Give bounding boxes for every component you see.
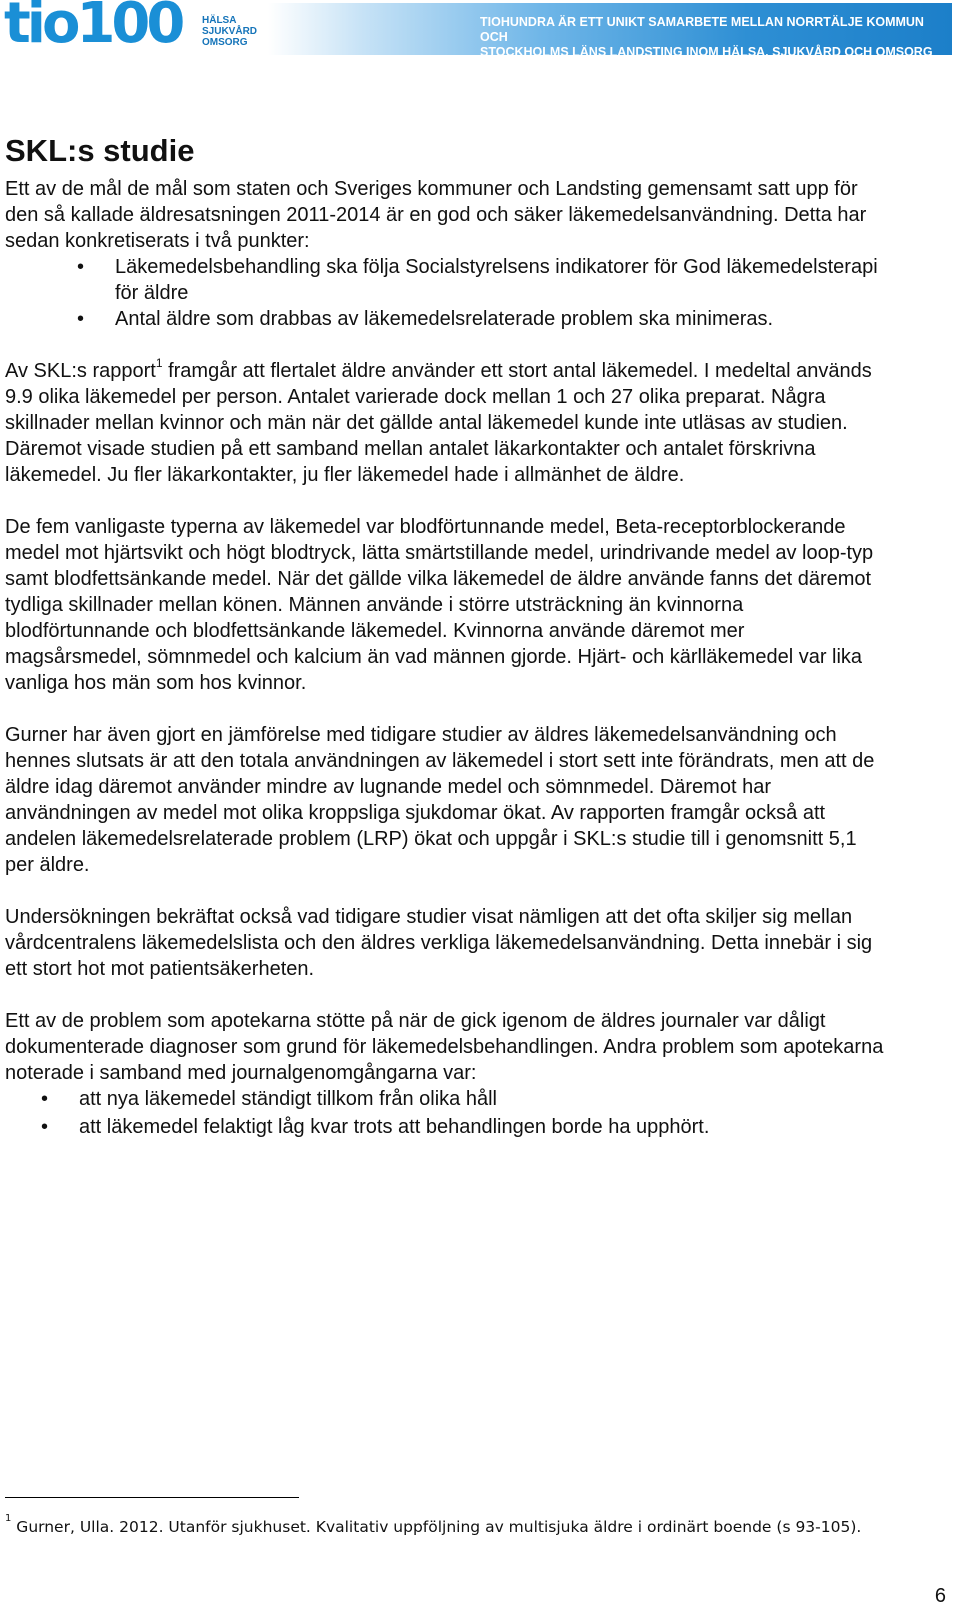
tiohundra-logo <box>2 2 270 56</box>
banner-line: TIOHUNDRA ÄR ETT UNIKT SAMARBETE MELLAN NORRTÄLJE KOMMUN OCH <box>480 15 924 44</box>
logo-sub-line: SJUKVÅRD <box>202 26 258 37</box>
footnote-separator <box>5 1497 299 1498</box>
logo-subtitle <box>202 15 257 48</box>
paragraph: De fem vanligaste typerna av läkemedel var blodförtunnande medel, Beta-receptorblockerande medel mot hjärtsvikt och högt blodtryck, lätta smärtstillande medel, urindrivande medel av loop-typ samt blodfettsänkande medel. När det gällde vilka läkemedel de äldre använde fanns det däremot tydliga skillnader mellan könen. Männen använde i större utsträckning än kvinnorna blodförtunnande och blodfettsänkande läkemedel. Kvinnorna använde däremot mer magsårsmedel, sömnmedel och kalcium än vad männen gjorde. Hjärt- och kärlläkemedel var lika vanliga hos män som hos kvinnor. <box>5 516 874 694</box>
paragraph: Gurner har även gjort en jämförelse med tidigare studier av äldres läkemedelsanvändning och hennes slutsats är att den totala användningen av läkemedel i stort sett inte förändrats, men att de äldre idag däremot använder mindre av lugnande medel och sömnmedel. Däremot har användningen av medel mot olika kroppsliga sjukdomar ökat. Av rapporten framgår också att andelen läkemedelsrelaterade problem (LRP) ökat och uppgår i SKL:s studie till i genomsnitt 5,1 per äldre. <box>5 724 875 876</box>
intro-paragraph: Ett av de mål de mål som staten och Sveriges kommuner och Landsting gemensamt satt upp för den så kallade äldresatsningen 2011-2014 är en god och säker läkemedelsanvändning. Detta har sedan konkretiserats i två punkter: <box>5 178 867 252</box>
logo-sub-line: HÄLSA <box>202 15 237 26</box>
goal-list <box>5 254 885 332</box>
banner-line: STOCKHOLMS LÄNS LANDSTING INOM HÄLSA, SJUKVÅRD OCH OMSORG <box>480 45 933 59</box>
logo-sub-line: OMSORG <box>202 37 248 48</box>
list-item: • att nya läkemedel ständigt tillkom från olika håll <box>5 1086 885 1112</box>
paragraph-text: framgår att flertalet äldre använder ett stort antal läkemedel. I medeltal används 9.9 olika läkemedel per person. Antalet varierade dock mellan 1 och 27 olika preparat. Några skillnader mellan kvinnor och män när det gällde antal läkemedel kunde inte utläsas av studien. Däremot visade studien på ett samband mellan antalet läkarkontakter och antalet förskrivna läkemedel. Ju fler läkarkontakter, ju fler läkemedel hade i allmänhet de äldre. <box>5 360 872 486</box>
footnote <box>5 1512 862 1537</box>
paragraph: Undersökningen bekräftat också vad tidigare studier visat nämligen att det ofta skiljer sig mellan vårdcentralens läkemedelslista och den äldres verkliga läkemedelsanvändning. Detta innebär i sig ett stort hot mot patientsäkerheten. <box>5 906 873 980</box>
logo-wordmark: tio100 <box>4 0 182 56</box>
list-item: • Läkemedelsbehandling ska följa Socialstyrelsens indikatorer för God läkemedelsterapi för äldre <box>5 254 885 306</box>
footnote-text: Gurner, Ulla. 2012. Utanför sjukhuset. Kvalitativ uppföljning av multisjuka äldre i ordinärt boende (s 93-105). <box>11 1518 862 1536</box>
problem-list <box>5 1086 885 1140</box>
section-title: SKL:s studie <box>5 133 195 168</box>
page-header <box>0 0 960 58</box>
paragraph: Ett av de problem som apotekarna stötte på när de gick igenom de äldres journaler var dåligt dokumenterade diagnoser som grund för läkemedelsbehandlingen. Andra problem som apotekarna noterade i samband med journalgenomgångarna var: <box>5 1010 884 1084</box>
paragraph-text: Av SKL:s rapport <box>5 360 156 382</box>
footnote-reference: 1 <box>155 356 163 371</box>
paragraph <box>5 358 885 488</box>
list-item: • Antal äldre som drabbas av läkemedelsrelaterade problem ska minimeras. <box>5 306 885 332</box>
footnote-number: 1 <box>5 1512 12 1524</box>
header-banner <box>268 3 952 59</box>
document-body <box>5 132 885 1166</box>
banner-text <box>480 15 940 60</box>
list-item: • att läkemedel felaktigt låg kvar trots att behandlingen borde ha upphört. <box>5 1114 885 1140</box>
page-number: 6 <box>934 1585 946 1607</box>
